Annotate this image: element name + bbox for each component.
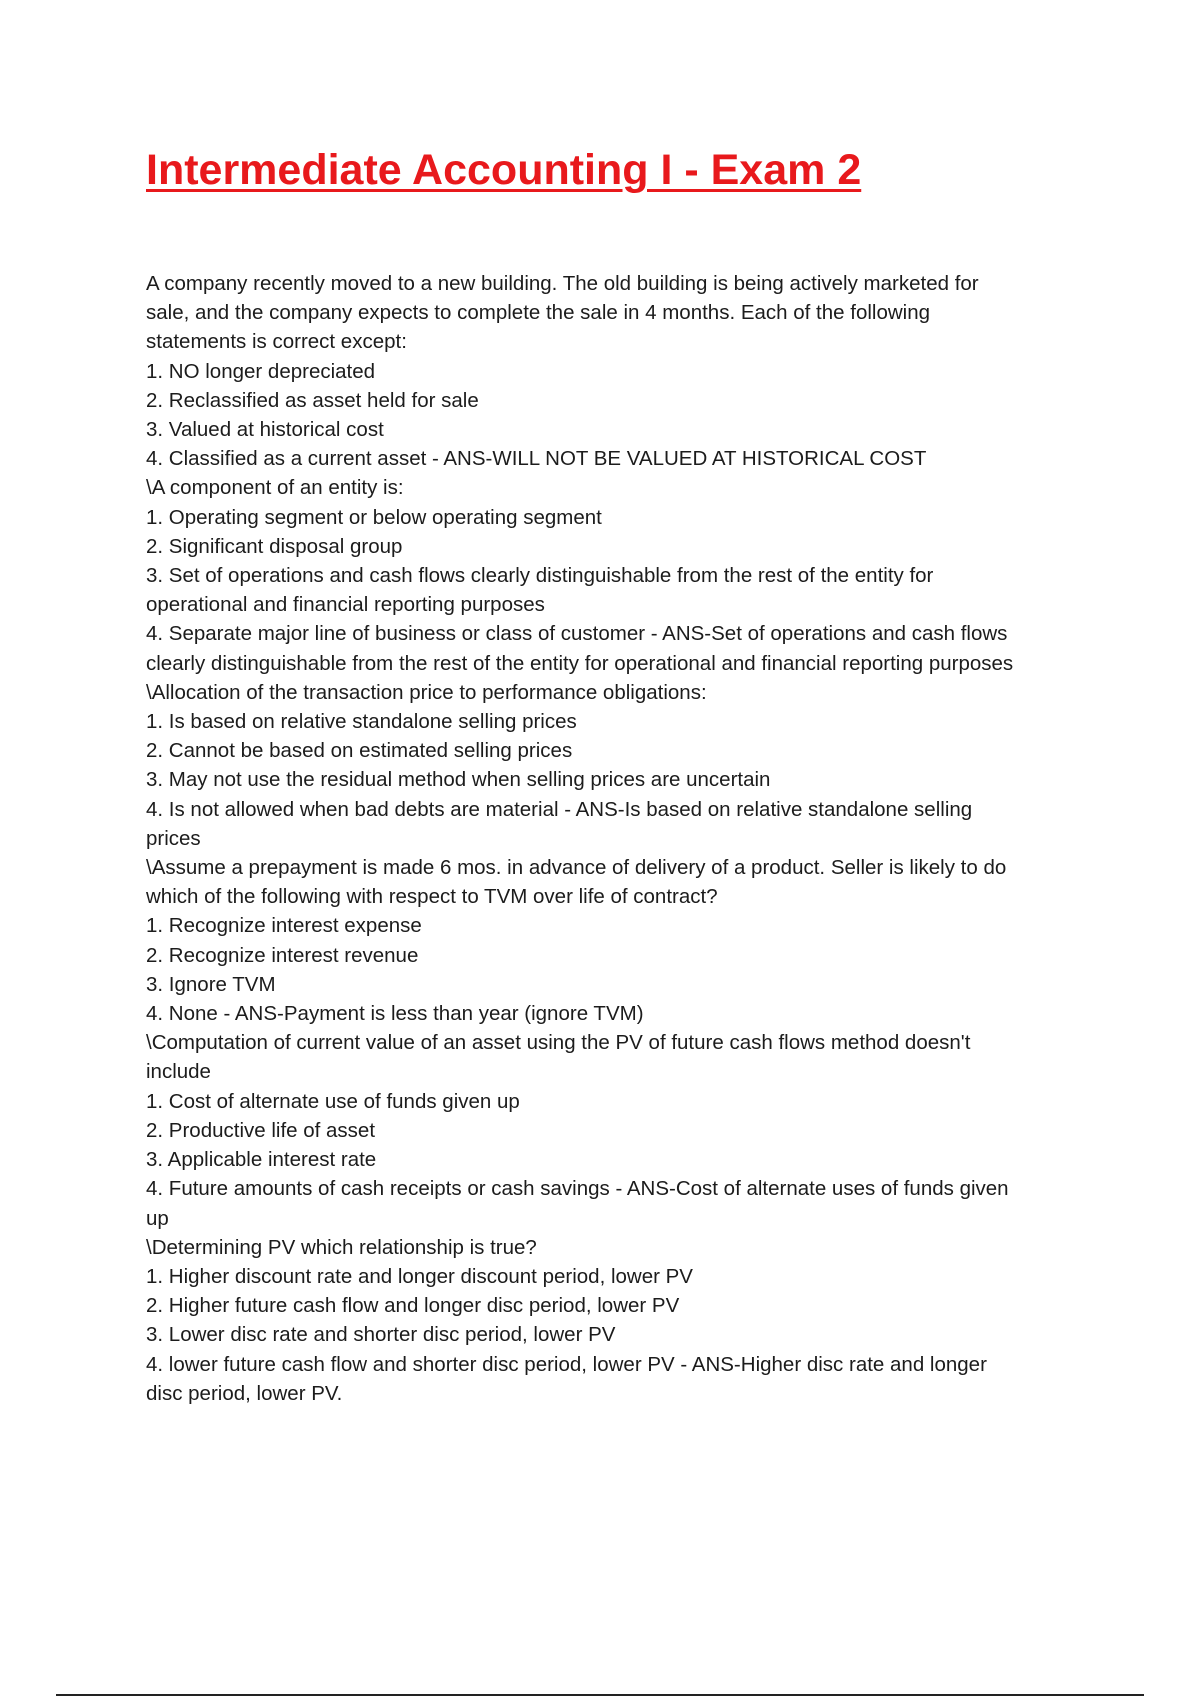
body-line: 1. Recognize interest expense <box>146 914 422 938</box>
body-line: which of the following with respect to TVM over life of contract? <box>146 885 718 909</box>
body-line: 2. Higher future cash flow and longer disc period, lower PV <box>146 1294 680 1318</box>
footer-divider <box>56 1694 1144 1696</box>
body-line: disc period, lower PV. <box>146 1381 343 1405</box>
document-body <box>146 269 1096 1408</box>
body-line: 2. Productive life of asset <box>146 1118 376 1142</box>
body-line: statements is correct except: <box>146 330 407 354</box>
body-line: 1. NO longer depreciated <box>146 359 376 383</box>
body-line: 3. Ignore TVM <box>146 972 276 996</box>
body-line: \Determining PV which relationship is true? <box>146 1235 537 1259</box>
body-line: 4. Classified as a current asset - ANS-WILL NOT BE VALUED AT HISTORICAL COST <box>146 447 927 471</box>
body-line: 3. Lower disc rate and shorter disc period, lower PV <box>146 1323 616 1347</box>
body-line: 3. May not use the residual method when selling prices are uncertain <box>146 768 771 792</box>
body-line: 1. Is based on relative standalone selling prices <box>146 710 577 734</box>
body-line: 4. lower future cash flow and shorter disc period, lower PV - ANS-Higher disc rate and longer <box>146 1352 987 1376</box>
body-line: 3. Set of operations and cash flows clearly distinguishable from the rest of the entity for <box>146 564 934 588</box>
body-line: clearly distinguishable from the rest of the entity for operational and financial reporting purposes <box>146 651 1014 675</box>
body-line: sale, and the company expects to complete the sale in 4 months. Each of the following <box>146 301 931 325</box>
body-line: \Assume a prepayment is made 6 mos. in advance of delivery of a product. Seller is likely to do <box>146 856 1007 880</box>
body-line: 1. Higher discount rate and longer discount period, lower PV <box>146 1264 693 1288</box>
body-line: 4. Is not allowed when bad debts are material - ANS-Is based on relative standalone selling <box>146 797 973 821</box>
body-line: 2. Recognize interest revenue <box>146 943 419 967</box>
body-line: 2. Reclassified as asset held for sale <box>146 388 479 412</box>
body-line: 1. Cost of alternate use of funds given up <box>146 1089 520 1113</box>
body-line: 3. Valued at historical cost <box>146 418 384 442</box>
body-line: prices <box>146 826 201 850</box>
body-line: 1. Operating segment or below operating segment <box>146 505 602 529</box>
page-title: Intermediate Accounting I - Exam 2 <box>146 146 862 194</box>
body-line: 2. Cannot be based on estimated selling prices <box>146 739 573 763</box>
body-line: 4. Future amounts of cash receipts or cash savings - ANS-Cost of alternate uses of funds given <box>146 1177 1009 1201</box>
body-line: include <box>146 1060 211 1084</box>
body-line: operational and financial reporting purposes <box>146 593 545 617</box>
body-line: 2. Significant disposal group <box>146 534 403 558</box>
body-line: 4. Separate major line of business or class of customer - ANS-Set of operations and cash flows <box>146 622 1008 646</box>
body-line: 3. Applicable interest rate <box>146 1148 377 1172</box>
body-line: A company recently moved to a new building. The old building is being actively marketed for <box>146 272 979 295</box>
body-line: \A component of an entity is: <box>146 476 404 500</box>
body-line: 4. None - ANS-Payment is less than year (ignore TVM) <box>146 1002 644 1026</box>
body-line: \Allocation of the transaction price to performance obligations: <box>146 680 707 704</box>
body-line: \Computation of current value of an asset using the PV of future cash flows method doesn't <box>146 1031 971 1055</box>
body-line: up <box>146 1206 169 1230</box>
